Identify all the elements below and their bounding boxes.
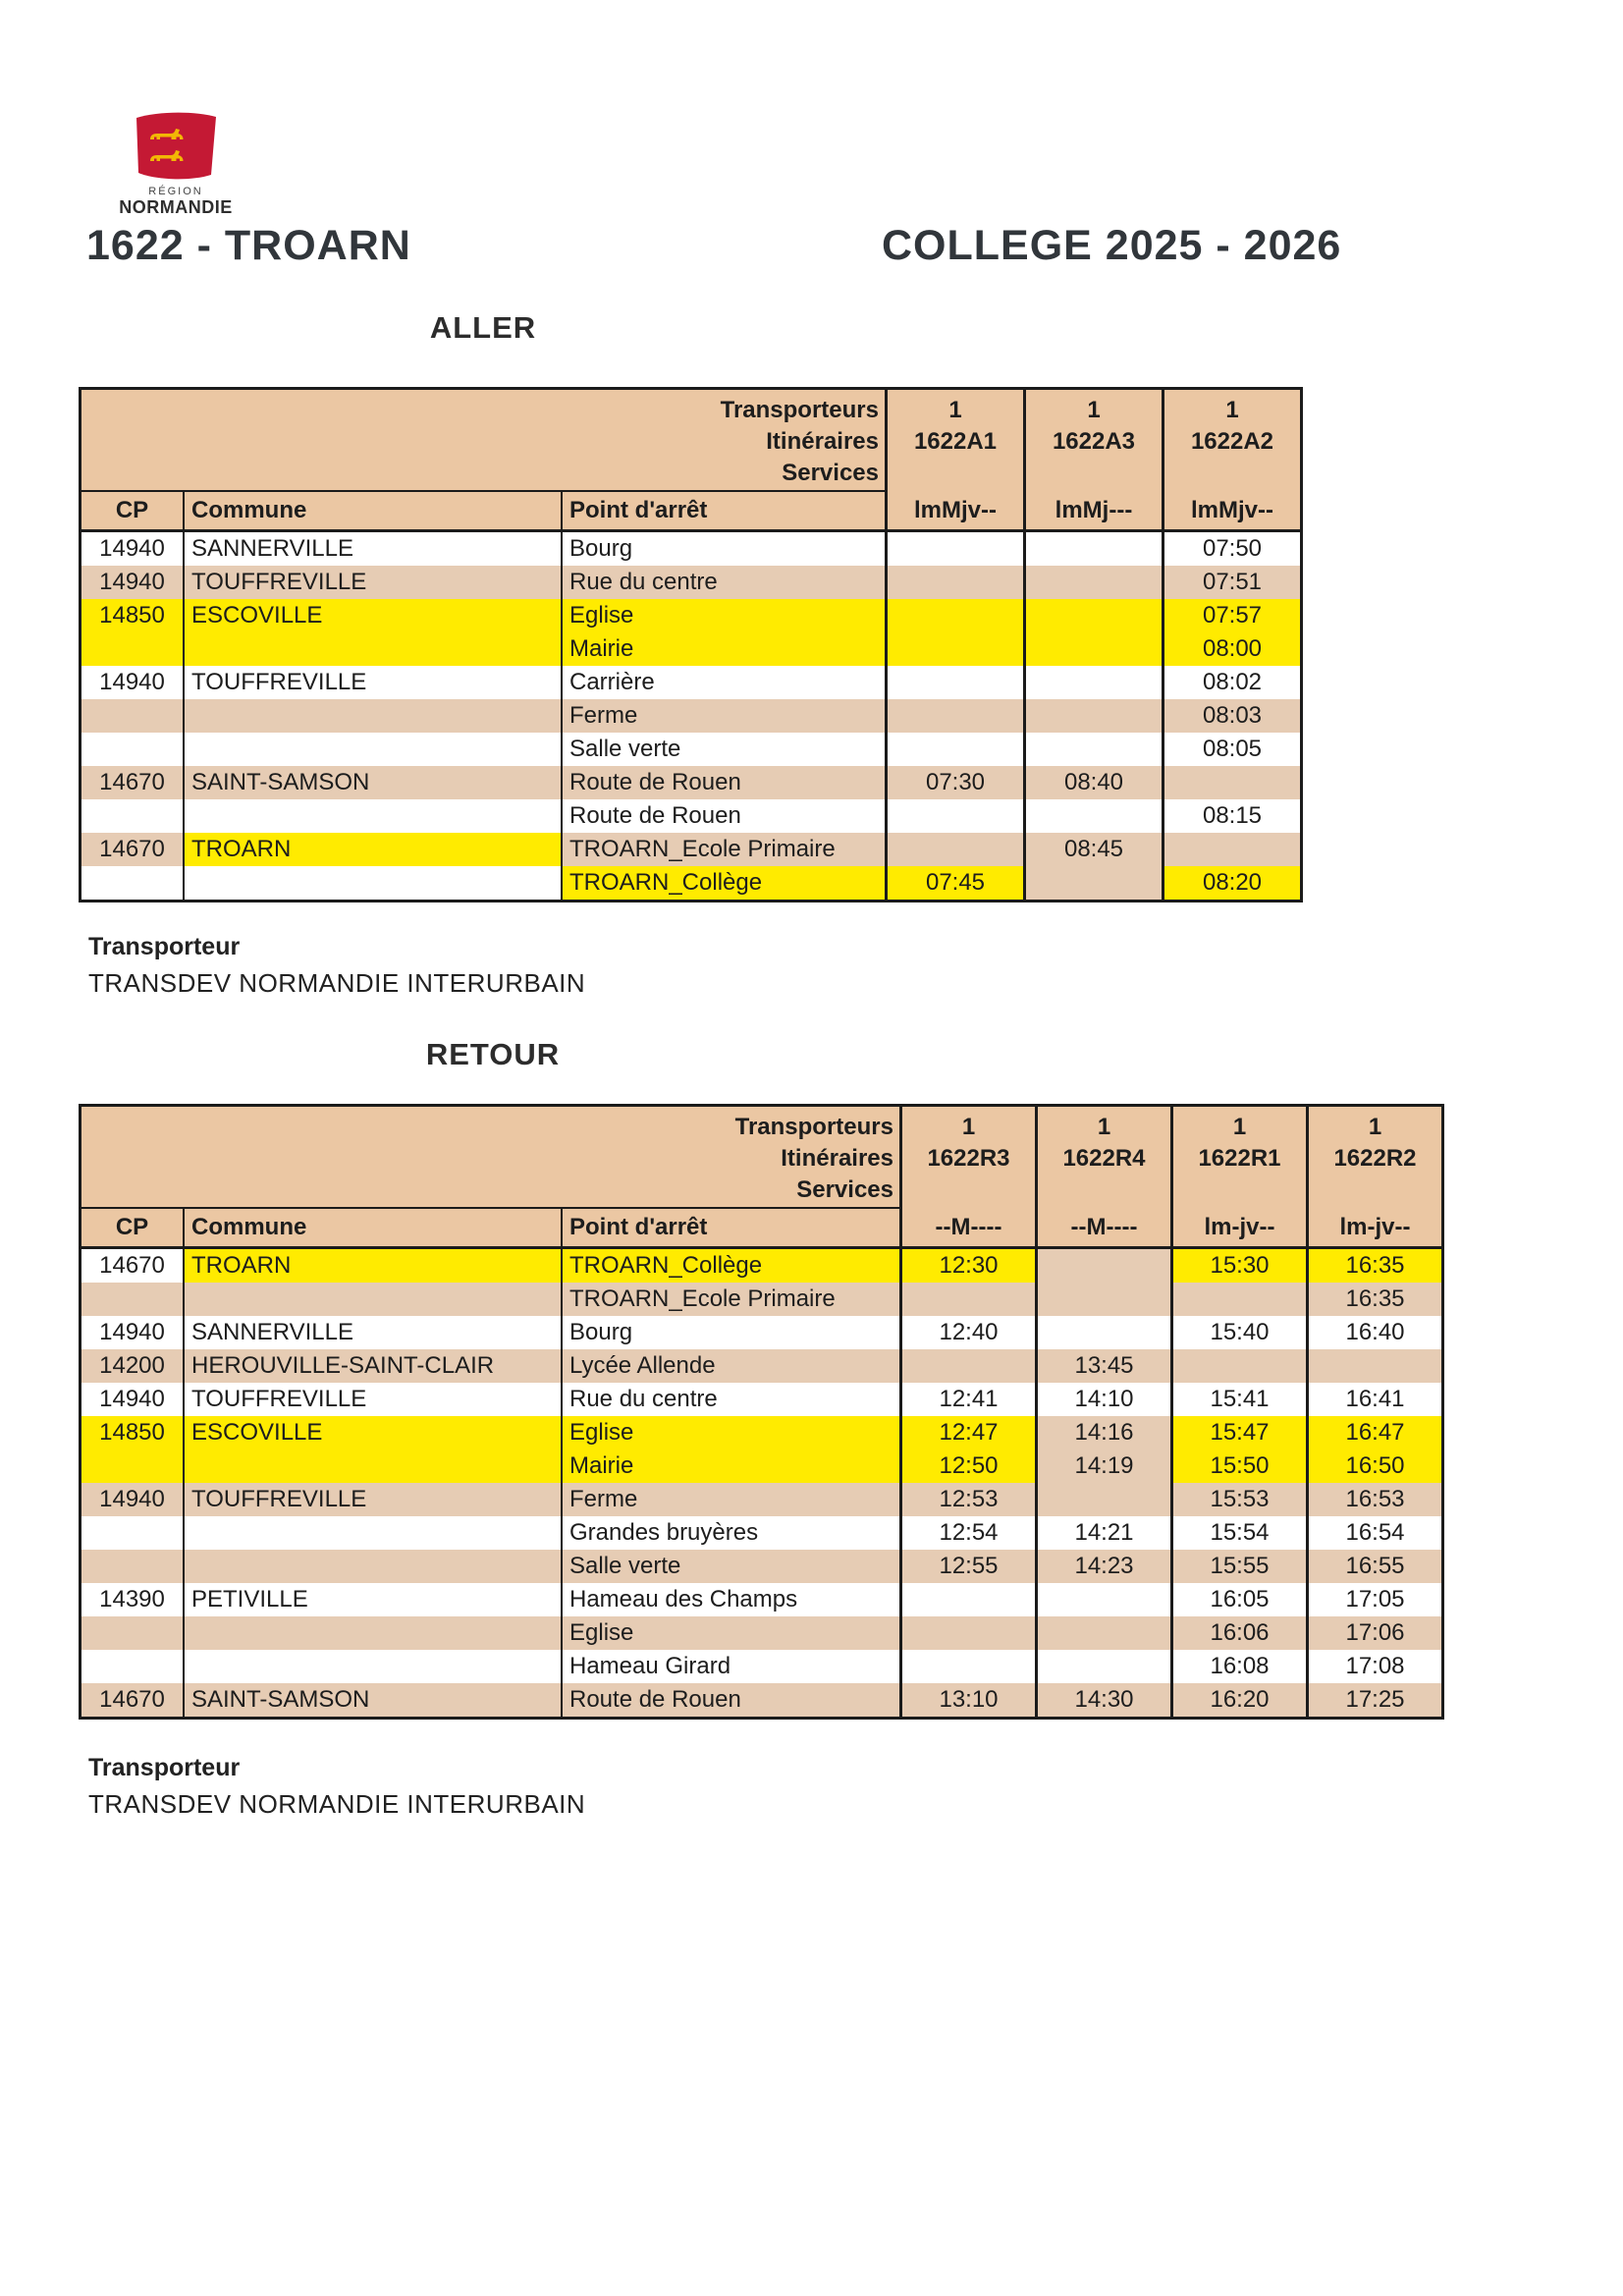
logo-normandie-text: NORMANDIE [119, 197, 233, 217]
service-column-header [1306, 1107, 1441, 1246]
time-cell [1170, 1283, 1306, 1316]
time-cell: 14:30 [1035, 1683, 1170, 1717]
time-cell: 15:30 [1170, 1249, 1306, 1283]
time-cell: 07:45 [885, 866, 1023, 900]
transporteur-name: TRANSDEV NORMANDIE INTERURBAIN [88, 968, 586, 998]
time-cell: 08:05 [1162, 733, 1300, 766]
service-days: --M---- [935, 1214, 1002, 1240]
time-cell: 08:00 [1162, 632, 1300, 666]
time-cell: 12:55 [899, 1550, 1035, 1583]
time-cell [1023, 632, 1162, 666]
service-transporteur: 1 [961, 1114, 976, 1140]
stop-cell: Lycée Allende [561, 1349, 899, 1383]
time-cell: 16:54 [1306, 1516, 1441, 1550]
stop-cell: Ferme [561, 1483, 899, 1516]
time-cell [885, 799, 1023, 833]
transporteur-name: TRANSDEV NORMANDIE INTERURBAIN [88, 1789, 586, 1819]
timetable-header [81, 1107, 1441, 1249]
table-row [81, 1383, 1441, 1416]
time-cell: 12:54 [899, 1516, 1035, 1550]
cp-cell: 14850 [81, 599, 183, 632]
time-cell: 15:55 [1170, 1550, 1306, 1583]
commune-cell: TOUFFREVILLE [183, 666, 561, 699]
transporteur-note [88, 1754, 585, 1820]
time-cell: 16:35 [1306, 1283, 1441, 1316]
time-cell [1035, 1283, 1170, 1316]
time-cell: 08:02 [1162, 666, 1300, 699]
service-itineraire: 1622A2 [1190, 428, 1274, 455]
time-cell [1162, 833, 1300, 866]
commune-cell: ESCOVILLE [183, 1416, 561, 1449]
time-cell [899, 1349, 1035, 1383]
cp-cell: 14200 [81, 1349, 183, 1383]
corner-label: Transporteurs [734, 1114, 893, 1140]
normandie-flag-logo [129, 110, 223, 185]
commune-cell [183, 1650, 561, 1683]
stop-cell: Bourg [561, 1316, 899, 1349]
cp-cell [81, 1550, 183, 1583]
commune-cell: HEROUVILLE-SAINT-CLAIR [183, 1349, 561, 1383]
time-cell [1035, 1316, 1170, 1349]
service-itineraire: 1622R2 [1333, 1145, 1417, 1172]
time-cell: 15:50 [1170, 1449, 1306, 1483]
time-cell: 07:57 [1162, 599, 1300, 632]
time-cell [1306, 1349, 1441, 1383]
cp-cell [81, 699, 183, 733]
region-normandie-logo [102, 110, 249, 218]
time-cell [1023, 666, 1162, 699]
commune-cell [183, 632, 561, 666]
retour-timetable [79, 1104, 1444, 1720]
header-left-block [81, 1107, 899, 1246]
corner-label: Itinéraires [781, 1145, 893, 1172]
commune-cell [183, 1516, 561, 1550]
time-cell [1035, 1249, 1170, 1283]
table-row [81, 1650, 1441, 1683]
commune-column-header: Commune [183, 492, 561, 529]
time-cell [885, 666, 1023, 699]
service-column-header [1035, 1107, 1170, 1246]
time-cell: 15:53 [1170, 1483, 1306, 1516]
time-cell: 14:23 [1035, 1550, 1170, 1583]
table-row [81, 532, 1300, 566]
service-days: lmMj--- [1055, 497, 1133, 523]
service-itineraire: 1622R3 [927, 1145, 1010, 1172]
time-cell: 16:08 [1170, 1650, 1306, 1683]
normandie-flag-icon [129, 110, 223, 185]
cp-cell: 14390 [81, 1583, 183, 1616]
commune-cell [183, 1449, 561, 1483]
time-cell: 17:25 [1306, 1683, 1441, 1717]
logo-region-text: RÉGION [148, 186, 203, 197]
commune-column-header: Commune [183, 1209, 561, 1246]
commune-cell [183, 1550, 561, 1583]
corner-label: Services [796, 1176, 893, 1203]
table-row [81, 733, 1300, 766]
time-cell [885, 833, 1023, 866]
time-cell [1023, 866, 1162, 900]
table-row [81, 632, 1300, 666]
cp-cell: 14940 [81, 1316, 183, 1349]
cp-cell [81, 632, 183, 666]
table-row [81, 799, 1300, 833]
stop-cell: TROARN_Ecole Primaire [561, 1283, 899, 1316]
commune-cell: SANNERVILLE [183, 1316, 561, 1349]
table-row [81, 1349, 1441, 1383]
stop-cell: TROARN_Collège [561, 1249, 899, 1283]
time-cell [1162, 766, 1300, 799]
cp-cell: 14940 [81, 532, 183, 566]
time-cell [1170, 1349, 1306, 1383]
stop-cell: Route de Rouen [561, 799, 885, 833]
time-cell: 14:21 [1035, 1516, 1170, 1550]
stop-cell: Rue du centre [561, 1383, 899, 1416]
stop-cell: Salle verte [561, 733, 885, 766]
service-days: lmMjv-- [914, 497, 997, 523]
timetable-body [81, 532, 1300, 900]
time-cell: 16:40 [1306, 1316, 1441, 1349]
cp-column-header: CP [115, 1214, 149, 1240]
cp-column-header: CP [115, 497, 149, 523]
stop-cell: TROARN_Collège [561, 866, 885, 900]
stop-cell: Ferme [561, 699, 885, 733]
cp-cell: 14940 [81, 1483, 183, 1516]
table-row [81, 1449, 1441, 1483]
time-cell: 13:10 [899, 1683, 1035, 1717]
time-cell: 08:03 [1162, 699, 1300, 733]
transporteur-note [88, 933, 585, 999]
time-cell [885, 733, 1023, 766]
transporteur-label: Transporteur [88, 933, 241, 960]
time-cell: 15:54 [1170, 1516, 1306, 1550]
table-row [81, 599, 1300, 632]
service-itineraire: 1622A1 [913, 428, 998, 455]
retour-section-title: RETOUR [425, 1037, 561, 1071]
commune-cell: SAINT-SAMSON [183, 1683, 561, 1717]
time-cell: 14:19 [1035, 1449, 1170, 1483]
service-transporteur: 1 [1087, 397, 1101, 423]
cp-cell: 14670 [81, 1249, 183, 1283]
stop-cell: Hameau Girard [561, 1650, 899, 1683]
table-row [81, 833, 1300, 866]
header-corner-labels [81, 390, 885, 492]
time-cell: 16:35 [1306, 1249, 1441, 1283]
cp-cell: 14850 [81, 1416, 183, 1449]
time-cell [885, 532, 1023, 566]
time-cell [885, 566, 1023, 599]
commune-cell [183, 733, 561, 766]
time-cell [899, 1650, 1035, 1683]
table-row [81, 766, 1300, 799]
service-column-header [899, 1107, 1035, 1246]
timetable-body [81, 1249, 1441, 1717]
time-cell [1035, 1616, 1170, 1650]
time-cell [899, 1283, 1035, 1316]
service-column-header [885, 390, 1023, 529]
service-transporteur: 1 [1097, 1114, 1111, 1140]
time-cell: 12:50 [899, 1449, 1035, 1483]
stop-cell: Salle verte [561, 1550, 899, 1583]
table-row [81, 1583, 1441, 1616]
service-days: lmMjv-- [1191, 497, 1273, 523]
service-transporteur: 1 [1368, 1114, 1382, 1140]
table-row [81, 1550, 1441, 1583]
time-cell: 12:30 [899, 1249, 1035, 1283]
cp-cell: 14940 [81, 666, 183, 699]
cp-cell: 14670 [81, 766, 183, 799]
service-transporteur: 1 [948, 397, 962, 423]
stop-cell: Eglise [561, 1616, 899, 1650]
corner-label: Services [782, 460, 879, 486]
time-cell: 07:50 [1162, 532, 1300, 566]
service-column-header [1170, 1107, 1306, 1246]
service-transporteur: 1 [1225, 397, 1239, 423]
time-cell: 16:06 [1170, 1616, 1306, 1650]
cp-cell [81, 1283, 183, 1316]
stop-cell: Mairie [561, 632, 885, 666]
table-row [81, 1483, 1441, 1516]
time-cell: 16:41 [1306, 1383, 1441, 1416]
commune-cell: TOUFFREVILLE [183, 566, 561, 599]
commune-cell [183, 799, 561, 833]
commune-cell [183, 699, 561, 733]
time-cell [1035, 1483, 1170, 1516]
service-transporteur: 1 [1232, 1114, 1247, 1140]
service-column-header [1162, 390, 1300, 529]
corner-label: Itinéraires [766, 428, 879, 455]
time-cell: 13:45 [1035, 1349, 1170, 1383]
commune-cell: TOUFFREVILLE [183, 1483, 561, 1516]
cp-cell: 14940 [81, 1383, 183, 1416]
stop-cell: Carrière [561, 666, 885, 699]
time-cell: 08:45 [1023, 833, 1162, 866]
commune-cell: PETIVILLE [183, 1583, 561, 1616]
cp-cell [81, 866, 183, 900]
stop-cell: Eglise [561, 599, 885, 632]
aller-timetable [79, 387, 1303, 902]
time-cell [1023, 566, 1162, 599]
time-cell: 15:47 [1170, 1416, 1306, 1449]
service-itineraire: 1622R4 [1062, 1145, 1146, 1172]
stop-cell: Eglise [561, 1416, 899, 1449]
time-cell: 12:40 [899, 1316, 1035, 1349]
corner-label: Transporteurs [720, 397, 879, 423]
stop-column-header: Point d'arrêt [561, 1209, 899, 1246]
time-cell [899, 1616, 1035, 1650]
commune-cell: TOUFFREVILLE [183, 1383, 561, 1416]
table-row [81, 1516, 1441, 1550]
timetable-header [81, 390, 1300, 532]
time-cell: 08:15 [1162, 799, 1300, 833]
table-row [81, 666, 1300, 699]
time-cell: 17:05 [1306, 1583, 1441, 1616]
stop-cell: Route de Rouen [561, 766, 885, 799]
commune-cell: ESCOVILLE [183, 599, 561, 632]
time-cell [1023, 599, 1162, 632]
header-corner-labels [81, 1107, 899, 1209]
service-column-header [1023, 390, 1162, 529]
service-itineraire: 1622R1 [1198, 1145, 1281, 1172]
time-cell: 15:40 [1170, 1316, 1306, 1349]
stop-cell: Bourg [561, 532, 885, 566]
service-days: --M---- [1070, 1214, 1138, 1240]
commune-cell: SAINT-SAMSON [183, 766, 561, 799]
time-cell: 16:05 [1170, 1583, 1306, 1616]
time-cell: 14:16 [1035, 1416, 1170, 1449]
time-cell [885, 632, 1023, 666]
time-cell [1023, 733, 1162, 766]
time-cell [885, 699, 1023, 733]
time-cell: 16:47 [1306, 1416, 1441, 1449]
commune-cell: TROARN [183, 833, 561, 866]
time-cell: 17:06 [1306, 1616, 1441, 1650]
table-row [81, 866, 1300, 900]
cp-cell [81, 1650, 183, 1683]
stop-cell: TROARN_Ecole Primaire [561, 833, 885, 866]
time-cell: 12:47 [899, 1416, 1035, 1449]
table-row [81, 1283, 1441, 1316]
time-cell: 07:51 [1162, 566, 1300, 599]
aller-section-title: ALLER [429, 310, 537, 345]
commune-cell: TROARN [183, 1249, 561, 1283]
table-row [81, 699, 1300, 733]
cp-cell [81, 1616, 183, 1650]
time-cell [1023, 799, 1162, 833]
table-row [81, 1416, 1441, 1449]
column-header-row [81, 1209, 899, 1246]
cp-cell [81, 1516, 183, 1550]
commune-cell: SANNERVILLE [183, 532, 561, 566]
service-days: lm-jv-- [1339, 1214, 1411, 1240]
column-header-row [81, 492, 885, 529]
cp-cell [81, 799, 183, 833]
time-cell [1023, 699, 1162, 733]
stop-cell: Grandes bruyères [561, 1516, 899, 1550]
time-cell: 12:41 [899, 1383, 1035, 1416]
table-row [81, 1616, 1441, 1650]
time-cell [885, 599, 1023, 632]
transporteur-label: Transporteur [88, 1754, 241, 1781]
cp-cell: 14670 [81, 833, 183, 866]
table-row [81, 1683, 1441, 1717]
time-cell: 17:08 [1306, 1650, 1441, 1683]
stop-cell: Hameau des Champs [561, 1583, 899, 1616]
time-cell [1023, 532, 1162, 566]
stop-cell: Route de Rouen [561, 1683, 899, 1717]
time-cell: 14:10 [1035, 1383, 1170, 1416]
table-row [81, 566, 1300, 599]
cp-cell [81, 733, 183, 766]
time-cell [1035, 1650, 1170, 1683]
time-cell: 16:55 [1306, 1550, 1441, 1583]
cp-cell: 14940 [81, 566, 183, 599]
time-cell: 16:53 [1306, 1483, 1441, 1516]
time-cell: 15:41 [1170, 1383, 1306, 1416]
table-row [81, 1249, 1441, 1283]
route-title: 1622 - TROARN [86, 222, 411, 269]
time-cell [1035, 1583, 1170, 1616]
commune-cell [183, 1283, 561, 1316]
table-row [81, 1316, 1441, 1349]
time-cell: 08:20 [1162, 866, 1300, 900]
stop-cell: Mairie [561, 1449, 899, 1483]
time-cell: 16:50 [1306, 1449, 1441, 1483]
cp-cell [81, 1449, 183, 1483]
time-cell: 08:40 [1023, 766, 1162, 799]
schoolyear-title: COLLEGE 2025 - 2026 [882, 222, 1342, 269]
stop-column-header: Point d'arrêt [561, 492, 885, 529]
header-left-block [81, 390, 885, 529]
commune-cell [183, 866, 561, 900]
time-cell [899, 1583, 1035, 1616]
commune-cell [183, 1616, 561, 1650]
time-cell: 16:20 [1170, 1683, 1306, 1717]
time-cell: 12:53 [899, 1483, 1035, 1516]
service-days: lm-jv-- [1204, 1214, 1275, 1240]
stop-cell: Rue du centre [561, 566, 885, 599]
time-cell: 07:30 [885, 766, 1023, 799]
service-itineraire: 1622A3 [1052, 428, 1136, 455]
cp-cell: 14670 [81, 1683, 183, 1717]
